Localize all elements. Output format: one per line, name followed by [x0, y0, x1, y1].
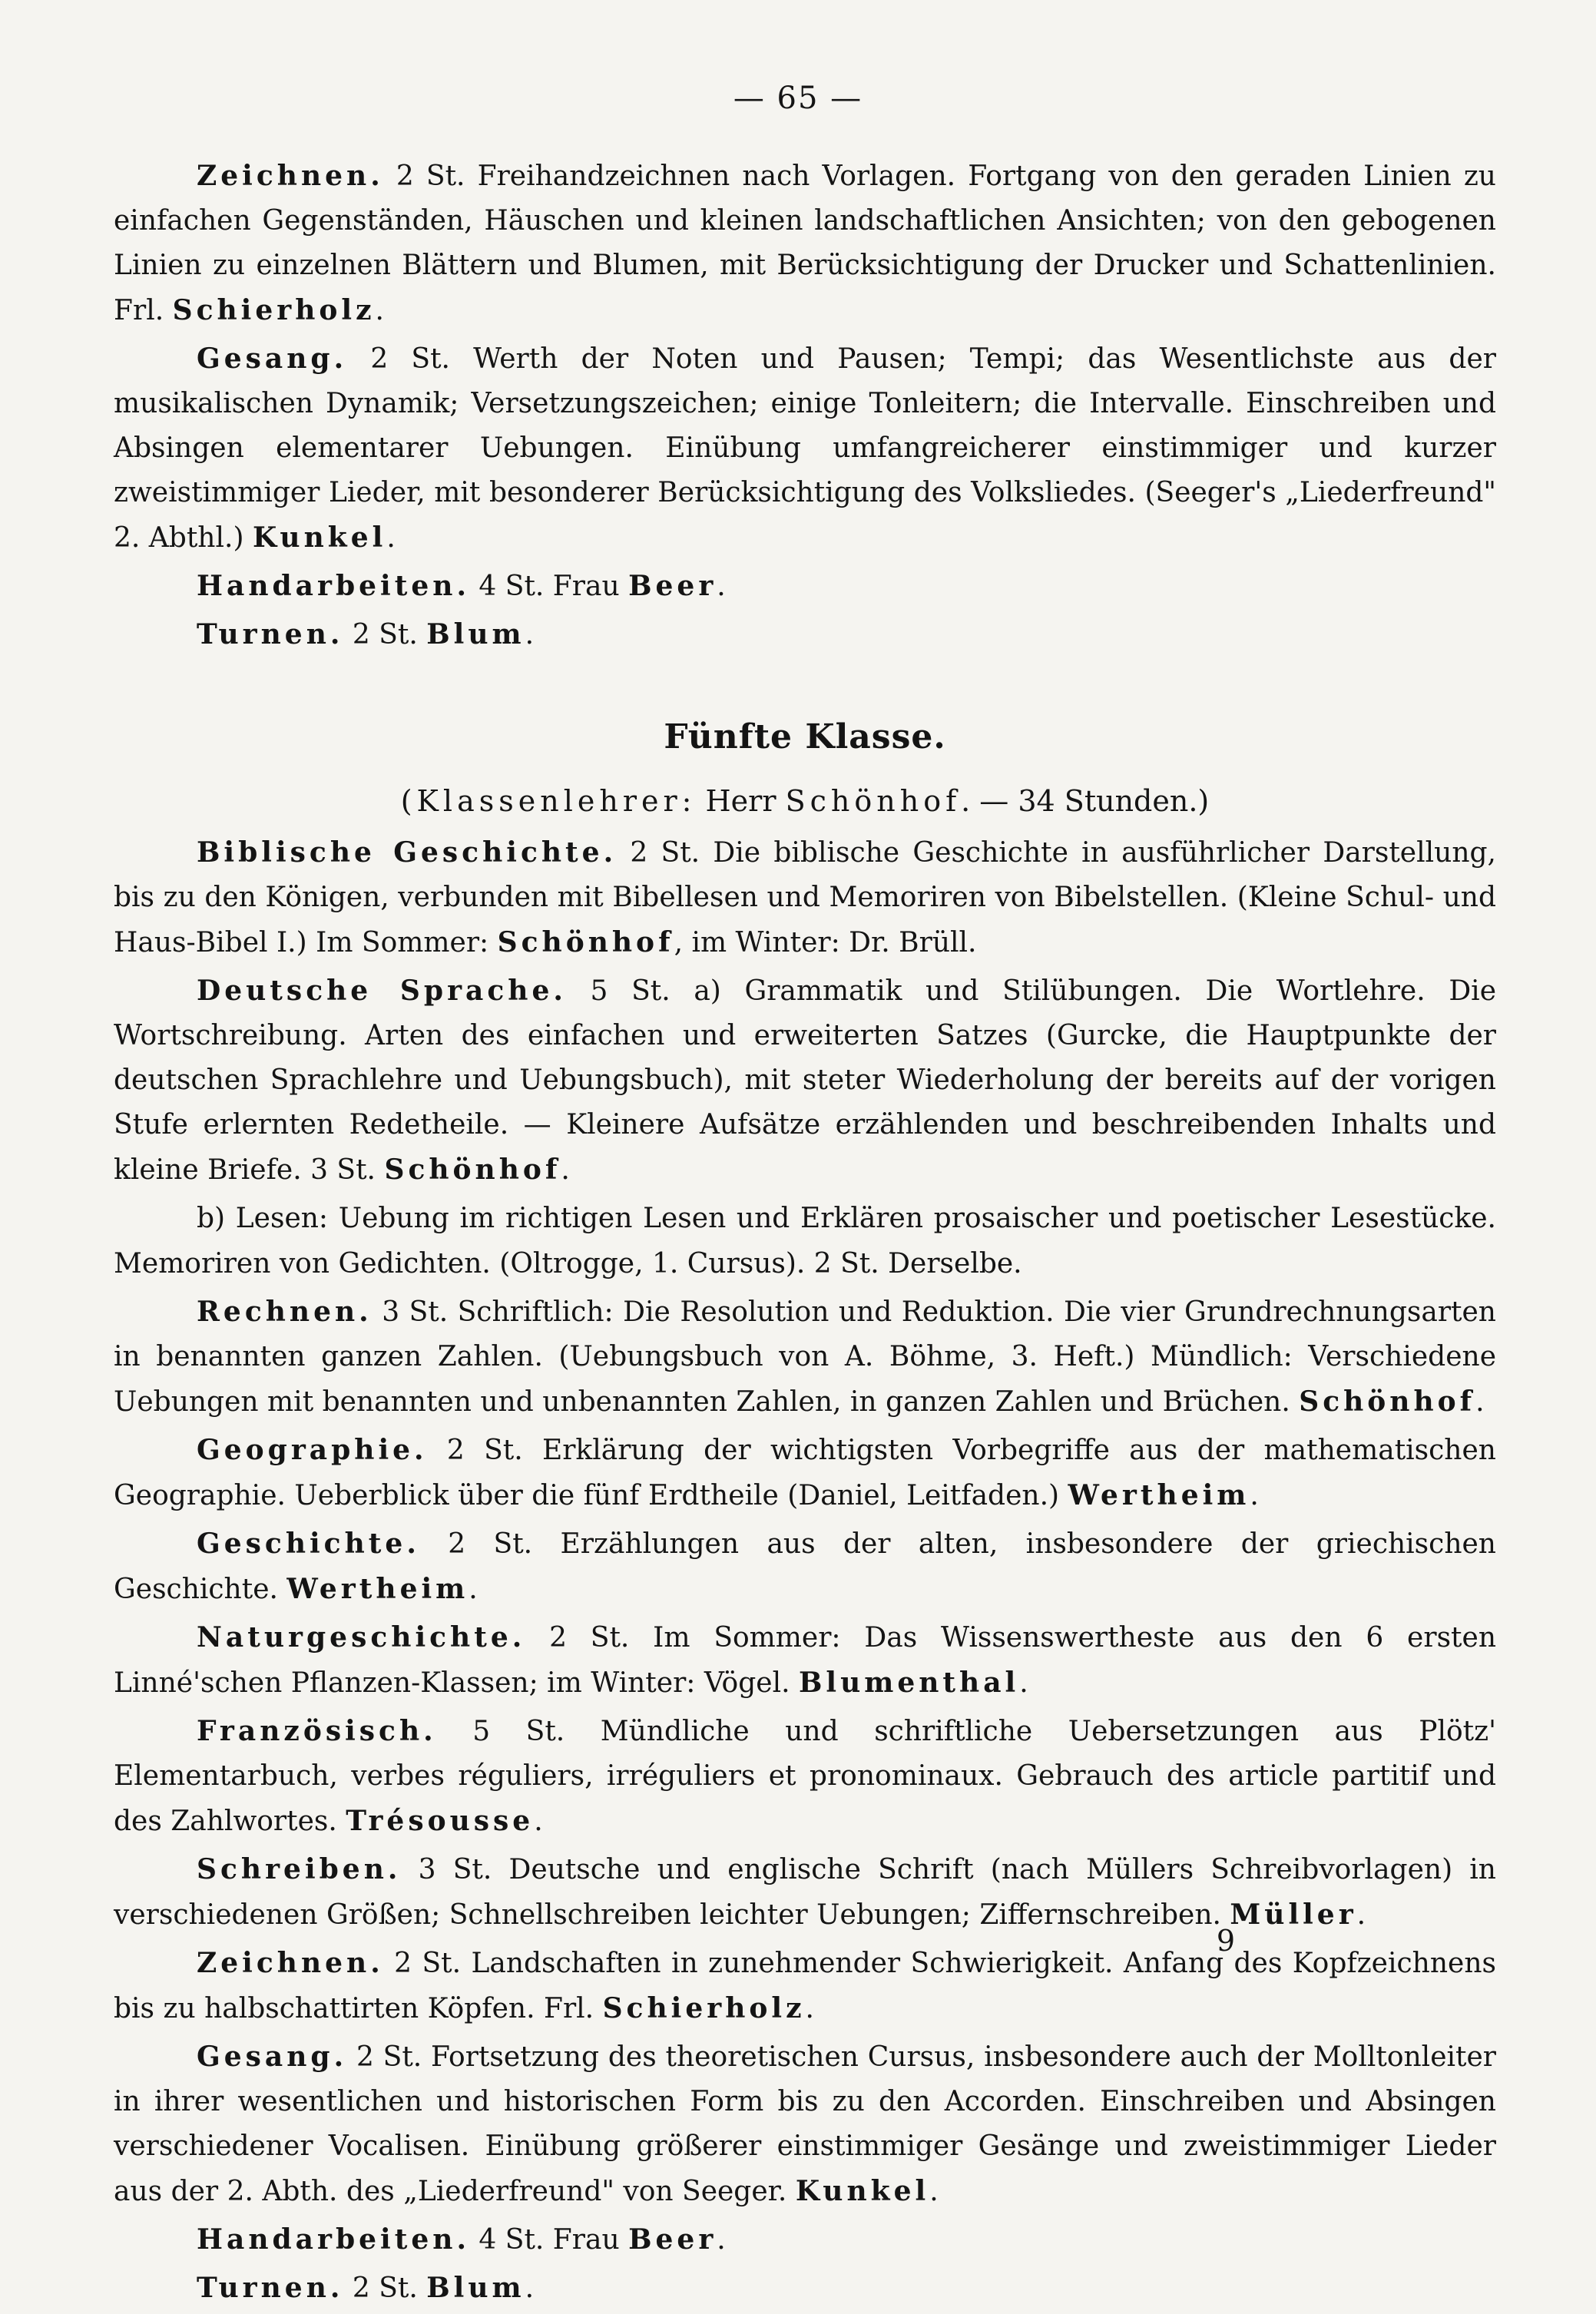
paragraph-text: b) Lesen: Uebung im richtigen Lesen und Erklären prosaischer und poetischer Lesestücke. Memoriren von Gedichten. (Oltrogge, 1. Cursus). 2 St. Derselbe. [114, 1203, 1496, 1279]
teacher-name: Schierholz [172, 294, 376, 326]
teacher-name: Kunkel [795, 2175, 930, 2207]
subject-name: Turnen. [197, 618, 344, 651]
section-subheading [114, 784, 1496, 818]
subject-name: Naturgeschichte. [197, 1621, 526, 1654]
page-body [114, 154, 1496, 2314]
subject-list-section [114, 830, 1496, 2311]
subject-name: Handarbeiten. [197, 570, 470, 602]
subject-paragraph [114, 1521, 1496, 1612]
teacher-name: Wertheim [1068, 1479, 1250, 1511]
subject-paragraph [114, 1847, 1496, 1938]
subject-paragraph [114, 1615, 1496, 1706]
subject-name: Zeichnen. [197, 1947, 384, 1979]
subject-paragraph [114, 968, 1496, 1193]
paragraph-text: 2 St. Freihandzeichnen nach Vorlagen. Fortgang von den geraden Linien zu einfachen Gegenständen, Häuschen und kleinen landschaftlichen Ansichten; von den gebogenen Linien zu einzelnen Blättern und Blumen, mit Berücksichtigung der Drucker und Schattenlinien. Frl. [114, 161, 1496, 326]
teacher-name: Schönhof [1299, 1385, 1476, 1418]
subject-paragraph [114, 1196, 1496, 1286]
teacher-name: Beer [628, 2223, 717, 2256]
teacher-name: Kunkel [252, 521, 387, 554]
paragraph-text: 5 St. Mündliche und schriftliche Uebersetzungen aus Plötz' Elementarbuch, verbes réguliers, irréguliers et pronominaux. Gebrauch des article partitif und des Zahlwortes. [114, 1716, 1496, 1837]
subject-name: Französisch. [197, 1715, 437, 1747]
paragraph-tail: . [929, 2176, 939, 2207]
subject-paragraph [114, 1941, 1496, 2031]
paragraph-text: 3 St. Deutsche und englische Schrift (nach Müllers Schreibvorlagen) in verschiedenen Größen; Schnellschreiben leichter Uebungen; Ziffernschreiben. [114, 1854, 1496, 1931]
subject-paragraph [114, 1709, 1496, 1844]
paragraph-text: 2 St. Die biblische Geschichte in ausführlicher Darstellung, bis zu den Königen, verbunden mit Bibellesen und Memoriren von Bibelstellen. (Kleine Schul- und Haus-Bibel I.) Im Sommer: [114, 837, 1496, 958]
paragraph-text: 5 St. a) Grammatik und Stilübungen. Die Wortlehre. Die Wortschreibung. Arten des einfachen und erweiterten Satzes (Gurcke, die Hauptpunkte der deutschen Sprachlehre und Uebungsbuch), mit steter Wiederholung der bereits auf der vorigen Stufe erlernten Redetheile. — Kleinere Aufsätze erzählenden und beschreibenden Inhalts und kleine Briefe. 3 St. [114, 975, 1496, 1186]
paragraph-tail: . [375, 295, 384, 326]
paragraph-tail: . [386, 522, 396, 554]
subheading-teacher: Schönhof [785, 784, 962, 818]
subject-paragraph [114, 2034, 1496, 2214]
subject-name: Rechnen. [197, 1296, 373, 1328]
subject-name: Geographie. [197, 1434, 428, 1466]
paragraph-tail: . [525, 2273, 535, 2304]
teacher-name: Beer [628, 570, 717, 602]
subject-list-top [114, 154, 1496, 657]
paragraph-tail: . [805, 1993, 814, 2024]
paragraph-tail: . [1356, 1899, 1366, 1931]
paragraph-tail: . [717, 2224, 726, 2256]
teacher-name: Schönhof [497, 926, 674, 958]
paragraph-text: 2 St. Im Sommer: Das Wissenswertheste aus den 6 ersten Linné'schen Pflanzen-Klassen; im Winter: Vögel. [114, 1622, 1496, 1699]
subject-paragraph [114, 154, 1496, 333]
subject-name: Gesang. [197, 2041, 348, 2073]
subheading-lead: (Klassenlehrer: [400, 784, 697, 818]
teacher-name: Blum [426, 2272, 525, 2304]
paragraph-tail: , im Winter: Dr. Brüll. [674, 927, 977, 958]
paragraph-tail: . [717, 571, 726, 602]
teacher-name: Blumenthal [798, 1667, 1020, 1699]
paragraph-text: 4 St. Frau [469, 2224, 629, 2256]
teacher-name: Müller [1230, 1899, 1357, 1931]
teacher-name: Wertheim [286, 1573, 469, 1605]
teacher-name: Schierholz [602, 1992, 806, 2024]
subheading-body: Herr [696, 784, 786, 818]
subject-paragraph [114, 336, 1496, 561]
subject-name: Geschichte. [197, 1528, 420, 1560]
paragraph-text: 3 St. Schriftlich: Die Resolution und Reduktion. Die vier Grundrechnungsarten in benannten ganzen Zahlen. (Uebungsbuch von A. Böhme, 3. Heft.) Mündlich: Verschiedene Uebungen mit benannten und unbenannten Zahlen, in ganzen Zahlen und Brüchen. [114, 1296, 1496, 1418]
subject-paragraph [114, 830, 1496, 965]
subject-paragraph [114, 564, 1496, 609]
paragraph-text: 2 St. [343, 2273, 427, 2304]
paragraph-tail: . [561, 1154, 570, 1186]
paragraph-tail: . [525, 619, 535, 651]
teacher-name: Schönhof [384, 1154, 561, 1186]
paragraph-text: 2 St. Erklärung der wichtigsten Vorbegriffe aus der mathematischen Geographie. Ueberblick über die fünf Erdtheile (Daniel, Leitfaden.) [114, 1435, 1496, 1511]
subject-name: Turnen. [197, 2272, 344, 2304]
subheading-tail: . — 34 Stunden.) [961, 784, 1210, 818]
subject-paragraph [114, 2217, 1496, 2263]
subject-name: Gesang. [197, 343, 348, 375]
paragraph-text: 2 St. Werth der Noten und Pausen; Tempi; das Wesentlichste aus der musikalischen Dynamik; Versetzungszeichen; einige Tonleitern; die Intervalle. Einschreiben und Absingen elementarer Uebungen. Einübung umfangreicherer einstimmiger und kurzer zweistimmiger Lieder, mit besonderer Berücksichtigung des Volksliedes. (Seeger's „Liederfreund" 2. Abthl.) [114, 343, 1496, 554]
teacher-name: Trésousse [346, 1805, 535, 1837]
paragraph-tail: . [1250, 1480, 1259, 1511]
subject-name: Deutsche Sprache. [197, 975, 567, 1007]
subject-name: Handarbeiten. [197, 2223, 470, 2256]
subject-name: Biblische Geschichte. [197, 836, 618, 869]
subject-paragraph [114, 1428, 1496, 1518]
page-number: — 65 — [733, 81, 863, 116]
subject-paragraph [114, 612, 1496, 657]
subject-name: Schreiben. [197, 1853, 402, 1885]
paragraph-tail: . [1019, 1667, 1028, 1699]
subject-paragraph [114, 1289, 1496, 1425]
subject-paragraph [114, 2266, 1496, 2311]
paragraph-tail: . [1475, 1386, 1485, 1418]
signature-mark: 9 [1216, 1924, 1235, 1958]
teacher-name: Blum [426, 618, 525, 651]
paragraph-text: 4 St. Frau [469, 571, 629, 602]
paragraph-text: 2 St. Erzählungen aus der alten, insbesondere der griechischen Geschichte. [114, 1528, 1496, 1605]
paragraph-text: 2 St. [343, 619, 427, 651]
paragraph-tail: . [469, 1574, 478, 1605]
paragraph-tail: . [534, 1806, 543, 1837]
paragraph-text: 2 St. Landschaften in zunehmender Schwierigkeit. Anfang des Kopfzeichnens bis zu halbschattirten Köpfen. Frl. [114, 1948, 1496, 2024]
subject-name: Zeichnen. [197, 160, 384, 192]
section-heading: Fünfte Klasse. [664, 717, 946, 756]
paragraph-text: 2 St. Fortsetzung des theoretischen Cursus, insbesondere auch der Molltonleiter in ihrer wesentlichen und historischen Form bis zu den Accorden. Einschreiben und Absingen verschiedener Vocalisen. Einübung größerer einstimmiger Gesänge und zweistimmiger Lieder aus der 2. Abth. des „Liederfreund" von Seeger. [114, 2041, 1496, 2207]
